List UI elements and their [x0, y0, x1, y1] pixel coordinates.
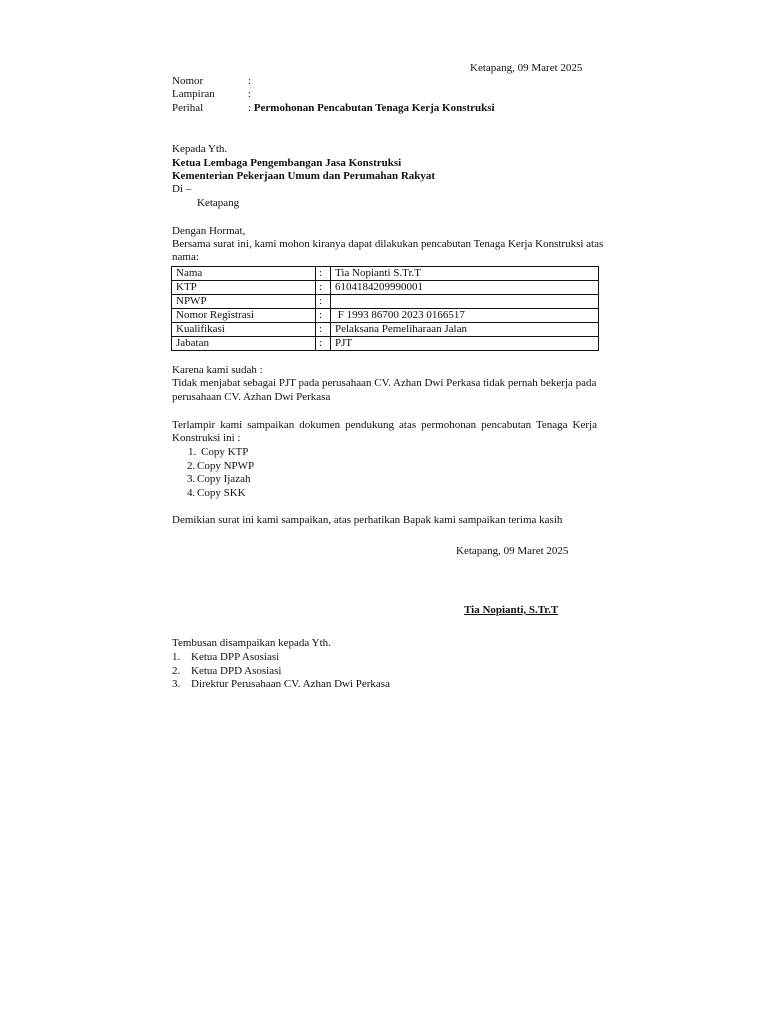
- list-item: Ketua DPD Asosiasi: [191, 665, 282, 677]
- intro-line1: Bersama surat ini, kami mohon kiranya dapat dilakukan pencabutan Tenaga Kerja Konstruksi atas: [172, 238, 604, 250]
- nomor-value: :: [248, 75, 252, 87]
- list-item-number: 3.: [187, 473, 196, 485]
- table-row: [172, 267, 599, 281]
- perihal-value: Permohonan Pencabutan Tenaga Kerja Konstruksi: [253, 102, 495, 114]
- list-item-number: 3.: [172, 678, 181, 690]
- list-item: Ketua DPP Asosiasi: [191, 651, 280, 663]
- lampiran-label: Lampiran: [172, 88, 215, 100]
- signature-name: Tia Nopianti, S.Tr.T: [464, 604, 559, 616]
- reason-line1: Tidak menjabat sebagai PJT pada perusahaan CV. Azhan Dwi Perkasa tidak pernah bekerja pada: [172, 377, 597, 389]
- recipient-di: Di –: [172, 183, 192, 195]
- list-item-number: 2.: [172, 665, 181, 677]
- table-cell-colon: :: [316, 281, 331, 295]
- intro-line2: nama:: [172, 251, 199, 263]
- header-place-date: Ketapang, 09 Maret 2025: [470, 62, 583, 74]
- signature-place-date: Ketapang, 09 Maret 2025: [456, 545, 569, 557]
- table-cell-value: Tia Nopianti S.Tr.T: [331, 267, 599, 281]
- table-cell-label: Kualifikasi: [172, 323, 316, 337]
- closing-text: Demikian surat ini kami sampaikan, atas perhatikan Bapak kami sampaikan terima kasih: [172, 514, 563, 526]
- table-cell-label: Jabatan: [172, 337, 316, 351]
- list-item: Direktur Perusahaan CV. Azhan Dwi Perkasa: [191, 678, 390, 690]
- recipient-salutation: Kepada Yth.: [172, 143, 228, 155]
- table-cell-colon: :: [316, 295, 331, 309]
- list-item-number: 1.: [188, 446, 197, 458]
- list-item-number: 4.: [187, 487, 196, 499]
- list-item: Copy NPWP: [197, 460, 255, 472]
- table-cell-label: KTP: [172, 281, 316, 295]
- list-item-number: 2.: [187, 460, 196, 472]
- table-cell-colon: :: [316, 309, 331, 323]
- table-row: [172, 323, 599, 337]
- attach-line2: Konstruksi ini :: [172, 432, 241, 444]
- list-item: Copy KTP: [201, 446, 249, 458]
- table-cell-value: PJT: [331, 337, 599, 351]
- table-cell-label: Nomor Registrasi: [172, 309, 316, 323]
- table-cell-value: 6104184209990001: [331, 281, 599, 295]
- nomor-label: Nomor: [172, 75, 204, 87]
- lampiran-value: :: [248, 88, 252, 100]
- table-cell-value: F 1993 86700 2023 0166517: [331, 309, 599, 323]
- reason-heading: Karena kami sudah :: [172, 364, 263, 376]
- table-cell-label: Nama: [172, 267, 316, 281]
- list-item: Copy Ijazah: [197, 473, 251, 485]
- greeting: Dengan Hormat,: [172, 225, 246, 237]
- list-item-number: 1.: [172, 651, 181, 663]
- table-cell-value: [331, 295, 599, 309]
- perihal-colon: :: [248, 102, 252, 114]
- list-item: Copy SKK: [197, 487, 246, 499]
- attach-line1: Terlampir kami sampaikan dokumen pendukung atas permohonan pencabutan Tenaga Kerja: [172, 419, 597, 431]
- table-cell-colon: :: [316, 337, 331, 351]
- table-row: [172, 309, 599, 323]
- recipient-city: Ketapang: [197, 197, 240, 209]
- perihal-line: [248, 102, 495, 116]
- reason-line2: perusahaan CV. Azhan Dwi Perkasa: [172, 391, 331, 403]
- cc-heading: Tembusan disampaikan kepada Yth.: [172, 637, 331, 649]
- recipient-line1: Ketua Lembaga Pengembangan Jasa Konstruksi: [172, 157, 402, 169]
- table-cell-colon: :: [316, 267, 331, 281]
- perihal-label: Perihal: [172, 102, 204, 114]
- table-cell-label: NPWP: [172, 295, 316, 309]
- table-cell-colon: :: [316, 323, 331, 337]
- recipient-line2: Kementerian Pekerjaan Umum dan Perumahan Rakyat: [172, 170, 436, 182]
- identity-table: [171, 266, 599, 351]
- table-cell-value: Pelaksana Pemeliharaan Jalan: [331, 323, 599, 337]
- table-row: [172, 295, 599, 309]
- table-row: [172, 337, 599, 351]
- table-row: [172, 281, 599, 295]
